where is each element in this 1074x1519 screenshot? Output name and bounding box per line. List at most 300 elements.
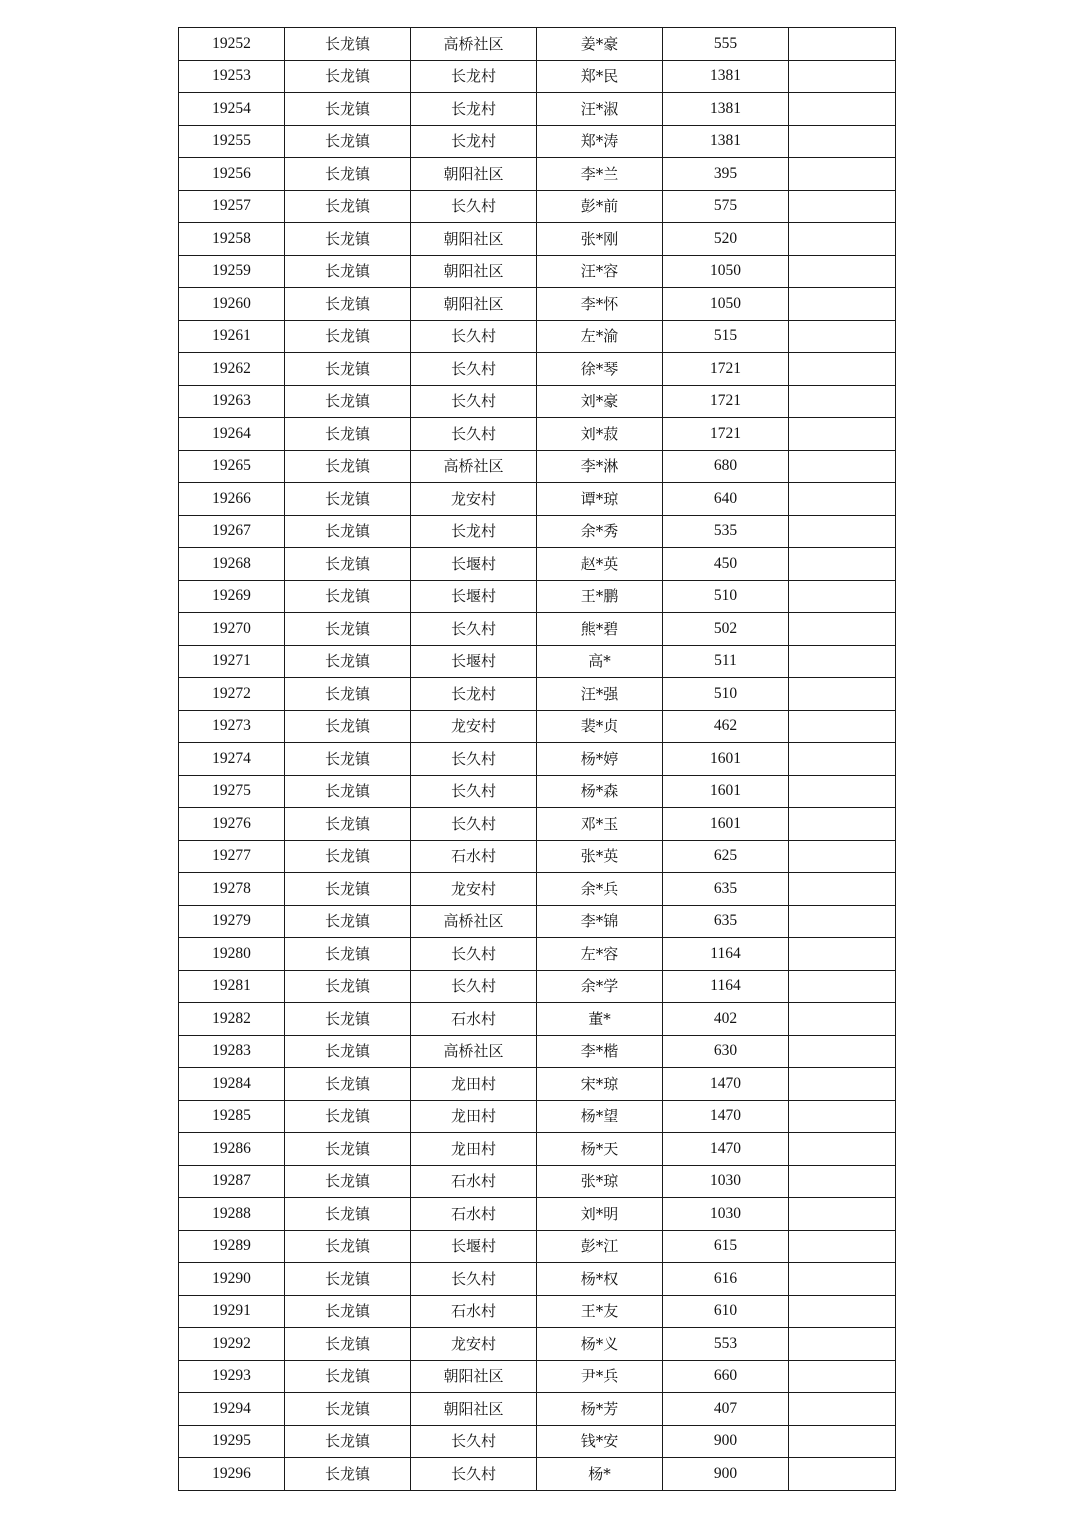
serial-number-cell: 19291 [179, 1295, 285, 1328]
town-cell: 长龙镇 [285, 1328, 411, 1361]
town-cell: 长龙镇 [285, 385, 411, 418]
amount-cell: 555 [663, 28, 789, 61]
remark-cell [789, 60, 896, 93]
table-row [179, 353, 896, 386]
village-cell: 长龙村 [411, 93, 537, 126]
town-cell: 长龙镇 [285, 190, 411, 223]
remark-cell [789, 905, 896, 938]
table-row [179, 645, 896, 678]
table-row [179, 905, 896, 938]
village-cell: 石水村 [411, 1165, 537, 1198]
village-cell: 长久村 [411, 385, 537, 418]
town-cell: 长龙镇 [285, 1165, 411, 1198]
serial-number-cell: 19262 [179, 353, 285, 386]
village-cell: 龙田村 [411, 1133, 537, 1166]
village-cell: 高桥社区 [411, 450, 537, 483]
name-cell: 谭*琼 [537, 483, 663, 516]
name-cell: 刘*豪 [537, 385, 663, 418]
serial-number-cell: 19266 [179, 483, 285, 516]
village-cell: 长久村 [411, 190, 537, 223]
serial-number-cell: 19293 [179, 1360, 285, 1393]
serial-number-cell: 19256 [179, 158, 285, 191]
town-cell: 长龙镇 [285, 450, 411, 483]
name-cell: 邓*玉 [537, 808, 663, 841]
village-cell: 高桥社区 [411, 28, 537, 61]
village-cell: 长堰村 [411, 645, 537, 678]
remark-cell [789, 1198, 896, 1231]
name-cell: 郑*民 [537, 60, 663, 93]
village-cell: 朝阳社区 [411, 223, 537, 256]
table-row [179, 1003, 896, 1036]
remark-cell [789, 938, 896, 971]
remark-cell [789, 125, 896, 158]
table-row [179, 1133, 896, 1166]
amount-cell: 1721 [663, 418, 789, 451]
table-row [179, 320, 896, 353]
table-row [179, 450, 896, 483]
table-row [179, 28, 896, 61]
village-cell: 朝阳社区 [411, 255, 537, 288]
village-cell: 长堰村 [411, 1230, 537, 1263]
serial-number-cell: 19257 [179, 190, 285, 223]
table-row [179, 840, 896, 873]
name-cell: 余*秀 [537, 515, 663, 548]
amount-cell: 1721 [663, 385, 789, 418]
serial-number-cell: 19255 [179, 125, 285, 158]
village-cell: 长久村 [411, 613, 537, 646]
village-cell: 长久村 [411, 1263, 537, 1296]
amount-cell: 660 [663, 1360, 789, 1393]
village-cell: 长久村 [411, 320, 537, 353]
town-cell: 长龙镇 [285, 28, 411, 61]
remark-cell [789, 1230, 896, 1263]
name-cell: 彭*江 [537, 1230, 663, 1263]
amount-cell: 900 [663, 1425, 789, 1458]
name-cell: 裴*贞 [537, 710, 663, 743]
serial-number-cell: 19270 [179, 613, 285, 646]
amount-cell: 1050 [663, 288, 789, 321]
town-cell: 长龙镇 [285, 125, 411, 158]
amount-cell: 510 [663, 580, 789, 613]
table-row [179, 970, 896, 1003]
amount-cell: 510 [663, 678, 789, 711]
village-cell: 石水村 [411, 1003, 537, 1036]
remark-cell [789, 255, 896, 288]
name-cell: 董* [537, 1003, 663, 1036]
remark-cell [789, 1425, 896, 1458]
amount-cell: 402 [663, 1003, 789, 1036]
amount-cell: 462 [663, 710, 789, 743]
records-table [178, 27, 896, 1491]
town-cell: 长龙镇 [285, 418, 411, 451]
remark-cell [789, 1068, 896, 1101]
village-cell: 长龙村 [411, 60, 537, 93]
town-cell: 长龙镇 [285, 970, 411, 1003]
amount-cell: 1381 [663, 60, 789, 93]
remark-cell [789, 1035, 896, 1068]
village-cell: 石水村 [411, 1198, 537, 1231]
table-row [179, 288, 896, 321]
town-cell: 长龙镇 [285, 808, 411, 841]
serial-number-cell: 19271 [179, 645, 285, 678]
village-cell: 朝阳社区 [411, 288, 537, 321]
table-row [179, 1035, 896, 1068]
village-cell: 长久村 [411, 418, 537, 451]
amount-cell: 395 [663, 158, 789, 191]
table-row [179, 613, 896, 646]
table-row [179, 223, 896, 256]
name-cell: 杨*望 [537, 1100, 663, 1133]
table-row [179, 1100, 896, 1133]
table-row [179, 125, 896, 158]
serial-number-cell: 19259 [179, 255, 285, 288]
town-cell: 长龙镇 [285, 613, 411, 646]
table-row [179, 515, 896, 548]
name-cell: 张*英 [537, 840, 663, 873]
remark-cell [789, 320, 896, 353]
table-row [179, 93, 896, 126]
village-cell: 龙安村 [411, 873, 537, 906]
table-row [179, 255, 896, 288]
name-cell: 姜*豪 [537, 28, 663, 61]
name-cell: 汪*强 [537, 678, 663, 711]
amount-cell: 680 [663, 450, 789, 483]
village-cell: 长久村 [411, 808, 537, 841]
amount-cell: 1381 [663, 125, 789, 158]
serial-number-cell: 19288 [179, 1198, 285, 1231]
town-cell: 长龙镇 [285, 1230, 411, 1263]
table-row [179, 60, 896, 93]
remark-cell [789, 1295, 896, 1328]
name-cell: 张*琼 [537, 1165, 663, 1198]
remark-cell [789, 1263, 896, 1296]
name-cell: 杨*义 [537, 1328, 663, 1361]
remark-cell [789, 678, 896, 711]
village-cell: 长久村 [411, 353, 537, 386]
amount-cell: 1030 [663, 1165, 789, 1198]
village-cell: 龙田村 [411, 1068, 537, 1101]
amount-cell: 635 [663, 873, 789, 906]
serial-number-cell: 19278 [179, 873, 285, 906]
name-cell: 钱*安 [537, 1425, 663, 1458]
remark-cell [789, 1100, 896, 1133]
name-cell: 张*刚 [537, 223, 663, 256]
amount-cell: 553 [663, 1328, 789, 1361]
town-cell: 长龙镇 [285, 840, 411, 873]
name-cell: 杨*权 [537, 1263, 663, 1296]
name-cell: 彭*前 [537, 190, 663, 223]
name-cell: 杨*森 [537, 775, 663, 808]
village-cell: 长久村 [411, 970, 537, 1003]
amount-cell: 1164 [663, 938, 789, 971]
name-cell: 尹*兵 [537, 1360, 663, 1393]
name-cell: 熊*碧 [537, 613, 663, 646]
amount-cell: 1470 [663, 1133, 789, 1166]
amount-cell: 1470 [663, 1068, 789, 1101]
town-cell: 长龙镇 [285, 1100, 411, 1133]
serial-number-cell: 19258 [179, 223, 285, 256]
village-cell: 朝阳社区 [411, 158, 537, 191]
name-cell: 郑*涛 [537, 125, 663, 158]
village-cell: 长久村 [411, 775, 537, 808]
town-cell: 长龙镇 [285, 1425, 411, 1458]
town-cell: 长龙镇 [285, 905, 411, 938]
village-cell: 长堰村 [411, 548, 537, 581]
remark-cell [789, 93, 896, 126]
table-row [179, 1393, 896, 1426]
village-cell: 长龙村 [411, 678, 537, 711]
village-cell: 高桥社区 [411, 1035, 537, 1068]
town-cell: 长龙镇 [285, 775, 411, 808]
name-cell: 汪*容 [537, 255, 663, 288]
amount-cell: 1601 [663, 808, 789, 841]
serial-number-cell: 19285 [179, 1100, 285, 1133]
village-cell: 高桥社区 [411, 905, 537, 938]
remark-cell [789, 1393, 896, 1426]
amount-cell: 502 [663, 613, 789, 646]
name-cell: 杨*婷 [537, 743, 663, 776]
town-cell: 长龙镇 [285, 1068, 411, 1101]
remark-cell [789, 418, 896, 451]
table-row [179, 418, 896, 451]
serial-number-cell: 19295 [179, 1425, 285, 1458]
table-row [179, 710, 896, 743]
table-row [179, 938, 896, 971]
amount-cell: 450 [663, 548, 789, 581]
name-cell: 杨*天 [537, 1133, 663, 1166]
table-row [179, 678, 896, 711]
amount-cell: 515 [663, 320, 789, 353]
serial-number-cell: 19274 [179, 743, 285, 776]
name-cell: 李*楷 [537, 1035, 663, 1068]
name-cell: 刘*菽 [537, 418, 663, 451]
serial-number-cell: 19252 [179, 28, 285, 61]
table-row [179, 190, 896, 223]
town-cell: 长龙镇 [285, 1393, 411, 1426]
name-cell: 宋*琼 [537, 1068, 663, 1101]
remark-cell [789, 645, 896, 678]
village-cell: 长龙村 [411, 125, 537, 158]
serial-number-cell: 19254 [179, 93, 285, 126]
serial-number-cell: 19267 [179, 515, 285, 548]
town-cell: 长龙镇 [285, 1133, 411, 1166]
remark-cell [789, 223, 896, 256]
remark-cell [789, 710, 896, 743]
remark-cell [789, 385, 896, 418]
table-row [179, 1295, 896, 1328]
name-cell: 李*淋 [537, 450, 663, 483]
town-cell: 长龙镇 [285, 1263, 411, 1296]
remark-cell [789, 515, 896, 548]
table-row [179, 775, 896, 808]
table-row [179, 1198, 896, 1231]
town-cell: 长龙镇 [285, 1295, 411, 1328]
name-cell: 左*渝 [537, 320, 663, 353]
remark-cell [789, 190, 896, 223]
amount-cell: 1030 [663, 1198, 789, 1231]
table-row [179, 808, 896, 841]
table-row [179, 1068, 896, 1101]
amount-cell: 635 [663, 905, 789, 938]
table-row [179, 743, 896, 776]
amount-cell: 1721 [663, 353, 789, 386]
table-row [179, 548, 896, 581]
remark-cell [789, 775, 896, 808]
amount-cell: 1164 [663, 970, 789, 1003]
remark-cell [789, 1165, 896, 1198]
town-cell: 长龙镇 [285, 1003, 411, 1036]
village-cell: 石水村 [411, 1295, 537, 1328]
table-row [179, 1263, 896, 1296]
serial-number-cell: 19284 [179, 1068, 285, 1101]
table-row [179, 580, 896, 613]
serial-number-cell: 19292 [179, 1328, 285, 1361]
serial-number-cell: 19268 [179, 548, 285, 581]
name-cell: 王*友 [537, 1295, 663, 1328]
town-cell: 长龙镇 [285, 710, 411, 743]
village-cell: 长龙村 [411, 515, 537, 548]
serial-number-cell: 19280 [179, 938, 285, 971]
remark-cell [789, 613, 896, 646]
table-row [179, 483, 896, 516]
amount-cell: 615 [663, 1230, 789, 1263]
town-cell: 长龙镇 [285, 255, 411, 288]
town-cell: 长龙镇 [285, 580, 411, 613]
amount-cell: 900 [663, 1458, 789, 1491]
table-row [179, 1458, 896, 1491]
amount-cell: 1601 [663, 775, 789, 808]
amount-cell: 1381 [663, 93, 789, 126]
remark-cell [789, 1458, 896, 1491]
remark-cell [789, 1328, 896, 1361]
town-cell: 长龙镇 [285, 223, 411, 256]
table-row [179, 873, 896, 906]
village-cell: 朝阳社区 [411, 1360, 537, 1393]
town-cell: 长龙镇 [285, 320, 411, 353]
serial-number-cell: 19263 [179, 385, 285, 418]
serial-number-cell: 19275 [179, 775, 285, 808]
amount-cell: 520 [663, 223, 789, 256]
serial-number-cell: 19264 [179, 418, 285, 451]
town-cell: 长龙镇 [285, 938, 411, 971]
amount-cell: 630 [663, 1035, 789, 1068]
name-cell: 左*容 [537, 938, 663, 971]
village-cell: 长堰村 [411, 580, 537, 613]
serial-number-cell: 19273 [179, 710, 285, 743]
name-cell: 李*锦 [537, 905, 663, 938]
town-cell: 长龙镇 [285, 1198, 411, 1231]
serial-number-cell: 19282 [179, 1003, 285, 1036]
serial-number-cell: 19260 [179, 288, 285, 321]
town-cell: 长龙镇 [285, 548, 411, 581]
town-cell: 长龙镇 [285, 873, 411, 906]
remark-cell [789, 840, 896, 873]
town-cell: 长龙镇 [285, 93, 411, 126]
remark-cell [789, 483, 896, 516]
town-cell: 长龙镇 [285, 288, 411, 321]
remark-cell [789, 548, 896, 581]
serial-number-cell: 19296 [179, 1458, 285, 1491]
serial-number-cell: 19290 [179, 1263, 285, 1296]
town-cell: 长龙镇 [285, 158, 411, 191]
serial-number-cell: 19286 [179, 1133, 285, 1166]
serial-number-cell: 19276 [179, 808, 285, 841]
town-cell: 长龙镇 [285, 645, 411, 678]
village-cell: 龙安村 [411, 483, 537, 516]
town-cell: 长龙镇 [285, 1360, 411, 1393]
remark-cell [789, 970, 896, 1003]
amount-cell: 535 [663, 515, 789, 548]
table-row [179, 1328, 896, 1361]
remark-cell [789, 873, 896, 906]
remark-cell [789, 28, 896, 61]
town-cell: 长龙镇 [285, 1035, 411, 1068]
amount-cell: 1601 [663, 743, 789, 776]
name-cell: 杨*芳 [537, 1393, 663, 1426]
village-cell: 龙安村 [411, 1328, 537, 1361]
remark-cell [789, 353, 896, 386]
serial-number-cell: 19279 [179, 905, 285, 938]
name-cell: 王*鹏 [537, 580, 663, 613]
amount-cell: 1470 [663, 1100, 789, 1133]
remark-cell [789, 808, 896, 841]
serial-number-cell: 19277 [179, 840, 285, 873]
table-row [179, 1165, 896, 1198]
serial-number-cell: 19294 [179, 1393, 285, 1426]
town-cell: 长龙镇 [285, 60, 411, 93]
amount-cell: 610 [663, 1295, 789, 1328]
amount-cell: 616 [663, 1263, 789, 1296]
town-cell: 长龙镇 [285, 743, 411, 776]
name-cell: 徐*琴 [537, 353, 663, 386]
amount-cell: 407 [663, 1393, 789, 1426]
records-table-body [179, 28, 896, 1491]
name-cell: 李*兰 [537, 158, 663, 191]
serial-number-cell: 19253 [179, 60, 285, 93]
village-cell: 龙安村 [411, 710, 537, 743]
remark-cell [789, 450, 896, 483]
remark-cell [789, 158, 896, 191]
village-cell: 石水村 [411, 840, 537, 873]
name-cell: 杨* [537, 1458, 663, 1491]
table-row [179, 1425, 896, 1458]
name-cell: 汪*淑 [537, 93, 663, 126]
table-row [179, 385, 896, 418]
serial-number-cell: 19287 [179, 1165, 285, 1198]
remark-cell [789, 1003, 896, 1036]
amount-cell: 575 [663, 190, 789, 223]
name-cell: 李*怀 [537, 288, 663, 321]
remark-cell [789, 580, 896, 613]
serial-number-cell: 19265 [179, 450, 285, 483]
village-cell: 龙田村 [411, 1100, 537, 1133]
town-cell: 长龙镇 [285, 483, 411, 516]
name-cell: 刘*明 [537, 1198, 663, 1231]
serial-number-cell: 19261 [179, 320, 285, 353]
village-cell: 长久村 [411, 1425, 537, 1458]
amount-cell: 625 [663, 840, 789, 873]
town-cell: 长龙镇 [285, 678, 411, 711]
table-row [179, 1360, 896, 1393]
serial-number-cell: 19283 [179, 1035, 285, 1068]
serial-number-cell: 19269 [179, 580, 285, 613]
name-cell: 高* [537, 645, 663, 678]
serial-number-cell: 19289 [179, 1230, 285, 1263]
amount-cell: 511 [663, 645, 789, 678]
amount-cell: 640 [663, 483, 789, 516]
serial-number-cell: 19272 [179, 678, 285, 711]
town-cell: 长龙镇 [285, 1458, 411, 1491]
